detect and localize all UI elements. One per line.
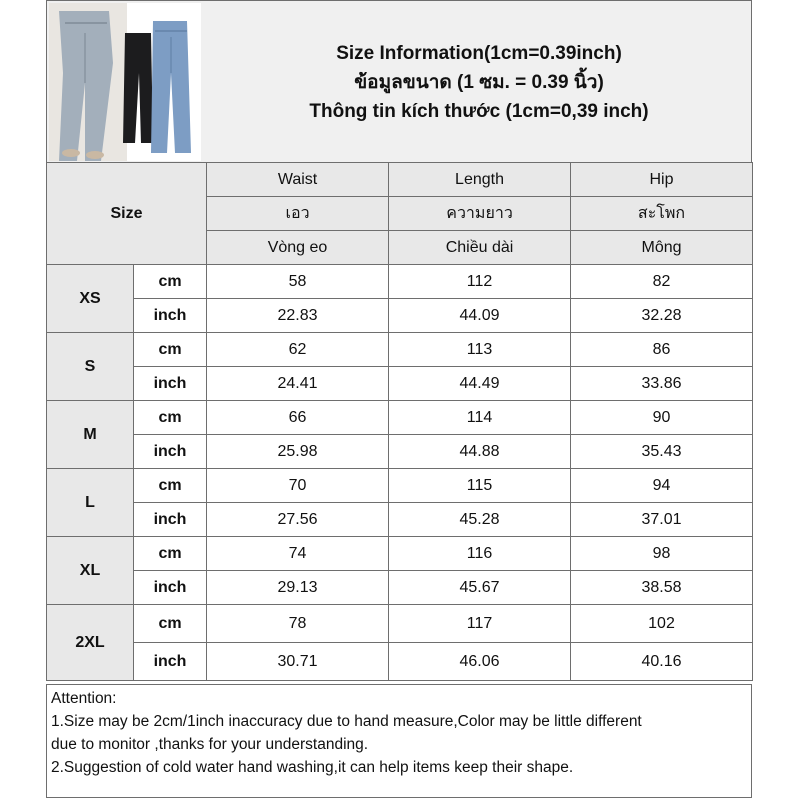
- waist-value: 62: [207, 333, 389, 367]
- waist-value: 78: [207, 605, 389, 643]
- waist-value: 74: [207, 537, 389, 571]
- waist-value: 70: [207, 469, 389, 503]
- waist-value: 25.98: [207, 435, 389, 469]
- column-header-waist: Waist: [207, 163, 389, 197]
- column-header-length-thai: ความยาว: [389, 197, 571, 231]
- size-chart: [46, 0, 754, 800]
- hip-value: 90: [571, 401, 753, 435]
- waist-value: 29.13: [207, 571, 389, 605]
- jeans-photo-icon: [49, 3, 201, 161]
- hip-value: 38.58: [571, 571, 753, 605]
- size-header: Size: [47, 163, 207, 265]
- attention-title: Attention:: [51, 690, 117, 707]
- unit-inch: inch: [134, 367, 207, 401]
- hip-value: 102: [571, 605, 753, 643]
- title-vietnamese: Thông tin kích thước (1cm=0,39 inch): [309, 101, 649, 122]
- length-value: 114: [389, 401, 571, 435]
- hip-value: 98: [571, 537, 753, 571]
- length-value: 116: [389, 537, 571, 571]
- unit-inch: inch: [134, 571, 207, 605]
- size-label: M: [47, 401, 134, 469]
- length-value: 44.49: [389, 367, 571, 401]
- hip-value: 40.16: [571, 643, 753, 681]
- waist-value: 24.41: [207, 367, 389, 401]
- size-table: [46, 162, 753, 681]
- column-header-hip: Hip: [571, 163, 753, 197]
- unit-cm: cm: [134, 333, 207, 367]
- hip-value: 35.43: [571, 435, 753, 469]
- unit-inch: inch: [134, 643, 207, 681]
- attention-line: due to monitor ,thanks for your understanding.: [51, 736, 369, 753]
- length-value: 45.28: [389, 503, 571, 537]
- hip-value: 86: [571, 333, 753, 367]
- header: [46, 0, 752, 163]
- hip-value: 94: [571, 469, 753, 503]
- column-header-waist-vietnamese: Vòng eo: [207, 231, 389, 265]
- unit-cm: cm: [134, 605, 207, 643]
- size-label: XS: [47, 265, 134, 333]
- size-label: L: [47, 469, 134, 537]
- product-photo: [49, 3, 201, 161]
- length-value: 45.67: [389, 571, 571, 605]
- length-value: 112: [389, 265, 571, 299]
- waist-value: 22.83: [207, 299, 389, 333]
- length-value: 117: [389, 605, 571, 643]
- hip-value: 82: [571, 265, 753, 299]
- title-thai: ข้อมูลขนาด (1 ซม. = 0.39 นิ้ว): [354, 72, 604, 93]
- attention-line: 2.Suggestion of cold water hand washing,it can help items keep their shape.: [51, 759, 574, 776]
- column-header-waist-thai: เอว: [207, 197, 389, 231]
- unit-inch: inch: [134, 435, 207, 469]
- attention-line: 1.Size may be 2cm/1inch inaccuracy due to hand measure,Color may be little different: [51, 713, 642, 730]
- size-label: XL: [47, 537, 134, 605]
- hip-value: 32.28: [571, 299, 753, 333]
- unit-cm: cm: [134, 537, 207, 571]
- length-value: 115: [389, 469, 571, 503]
- waist-value: 58: [207, 265, 389, 299]
- unit-cm: cm: [134, 265, 207, 299]
- waist-value: 66: [207, 401, 389, 435]
- size-label: 2XL: [47, 605, 134, 681]
- hip-value: 33.86: [571, 367, 753, 401]
- attention-notes: [46, 684, 752, 798]
- hip-value: 37.01: [571, 503, 753, 537]
- length-value: 44.88: [389, 435, 571, 469]
- waist-value: 27.56: [207, 503, 389, 537]
- unit-cm: cm: [134, 401, 207, 435]
- title-english: Size Information(1cm=0.39inch): [336, 43, 622, 64]
- waist-value: 30.71: [207, 643, 389, 681]
- unit-inch: inch: [134, 299, 207, 333]
- column-header-length: Length: [389, 163, 571, 197]
- size-label: S: [47, 333, 134, 401]
- length-value: 44.09: [389, 299, 571, 333]
- column-header-hip-thai: สะโพก: [571, 197, 753, 231]
- unit-cm: cm: [134, 469, 207, 503]
- length-value: 46.06: [389, 643, 571, 681]
- column-header-hip-vietnamese: Mông: [571, 231, 753, 265]
- size-information-title: [207, 1, 751, 164]
- length-value: 113: [389, 333, 571, 367]
- unit-inch: inch: [134, 503, 207, 537]
- column-header-length-vietnamese: Chiều dài: [389, 231, 571, 265]
